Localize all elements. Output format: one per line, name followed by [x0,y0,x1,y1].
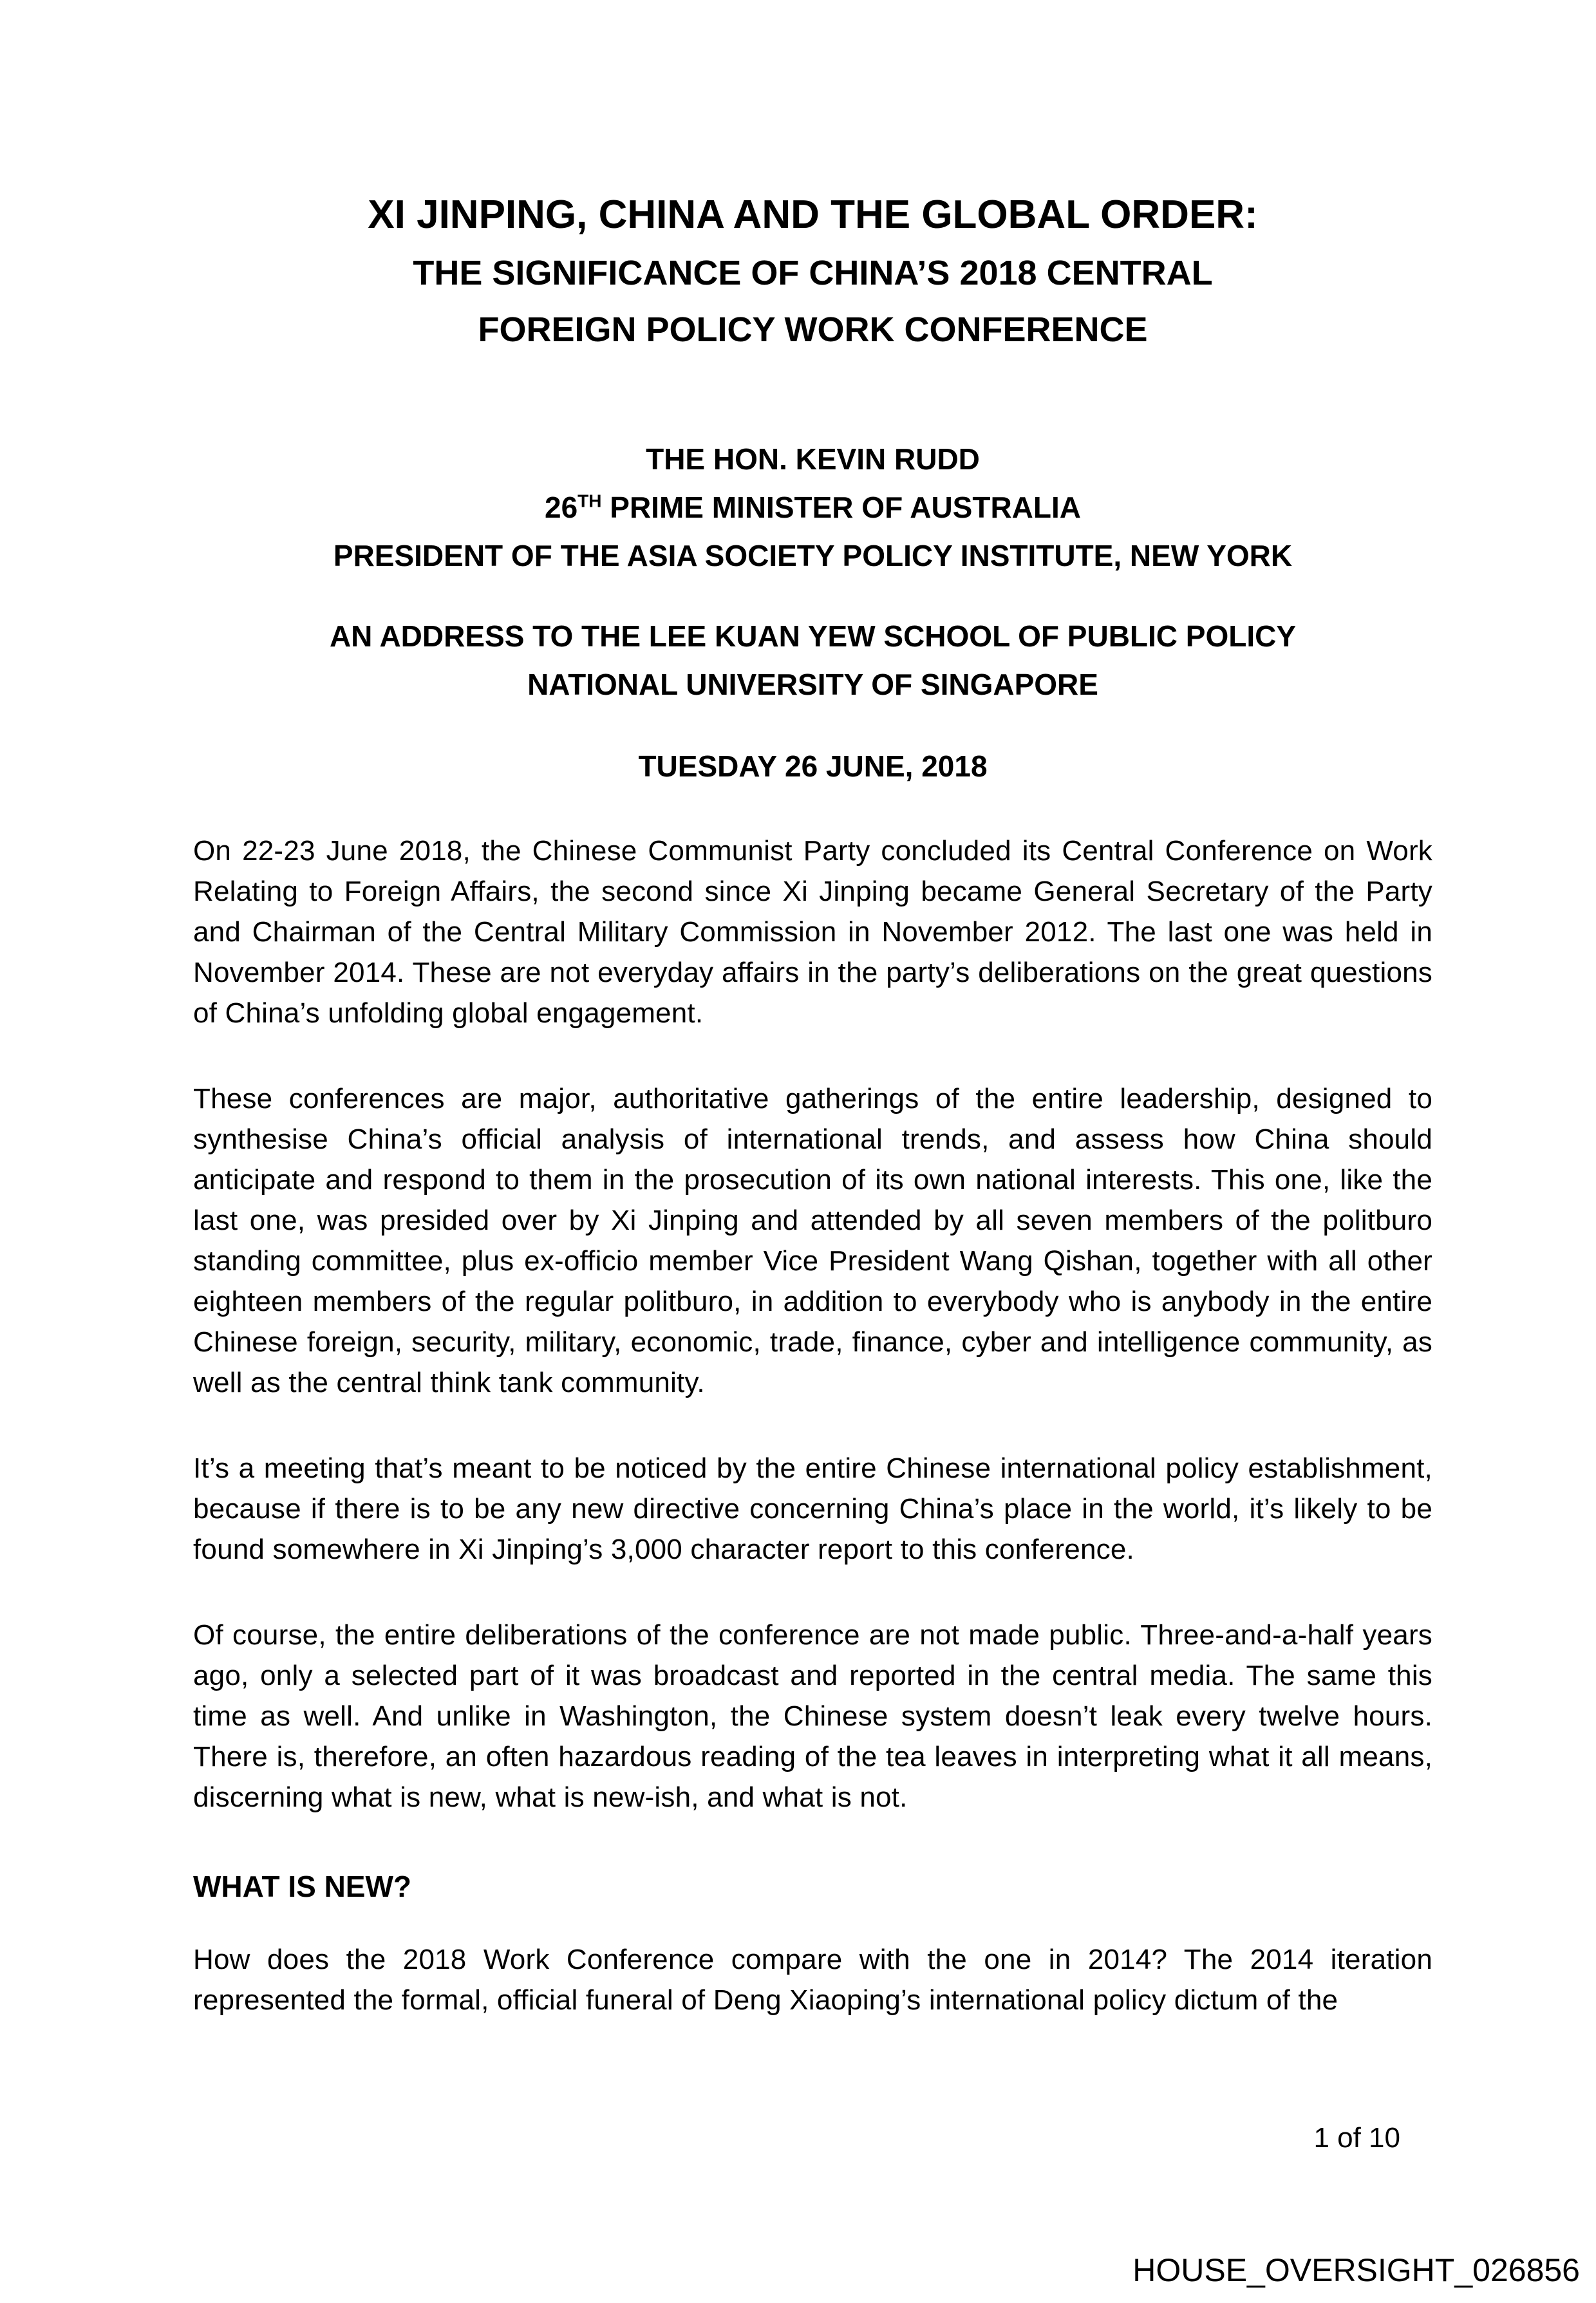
document-content [193,0,1432,2020]
speaker-role-number: 26 [544,491,578,524]
body-paragraph: How does the 2018 Work Conference compare with the one in 2014? The 2014 iteration represented the formal, official funeral of Deng Xiaoping’s international policy dictum of the [193,1944,1432,2016]
speaker-role-line2: PRESIDENT OF THE ASIA SOCIETY POLICY INSTITUTE, NEW YORK [333,539,1293,572]
body-paragraph: These conferences are major, authoritative gatherings of the entire leadership, designed to synthesise China’s official analysis of international trends, and assess how China should anticipate and respond to them in the prosecution of its own national interests. This one, like the last one, was presided over by Xi Jinping and attended by all seven members of the politburo standing committee, plus ex-officio member Vice President Wang Qishan, together with all other eighteen members of the regular politburo, in addition to everybody who is anybody in the entire Chinese foreign, security, military, economic, trade, finance, cyber and intelligence community, as well as the central think tank community. [193,1083,1432,1398]
speaker-role-rest: PRIME MINISTER OF AUSTRALIA [601,491,1081,524]
page-number: 1 of 10 [1313,2122,1400,2154]
title-line-2: THE SIGNIFICANCE OF CHINA’S 2018 CENTRAL [413,254,1213,292]
section-heading: WHAT IS NEW? [193,1870,411,1903]
body-paragraph: On 22-23 June 2018, the Chinese Communist Party concluded its Central Conference on Work Relating to Foreign Affairs, the second since Xi Jinping became General Secretary of the Party and Chairman of the Central Military Commission in November 2012. The last one was held in November 2014. These are not everyday affairs in the party’s deliberations on the great questions of China’s unfolding global engagement. [193,835,1432,1029]
date-line: TUESDAY 26 JUNE, 2018 [638,749,988,783]
body-paragraph: It’s a meeting that’s meant to be noticed by the entire Chinese international policy establishment, because if there is to be any new directive concerning China’s place in the world, it’s likely to be found somewhere in Xi Jinping’s 3,000 character report to this conference. [193,1452,1432,1565]
speaker-role-ordinal: TH [577,491,602,511]
speaker-role [193,484,1432,532]
body-paragraph: Of course, the entire deliberations of the conference are not made public. Three-and-a-half years ago, only a selected part of it was broadcast and reported in the central media. The same this time as well. And unlike in Washington, the Chinese system doesn’t leak every twelve hours. There is, therefore, an often hazardous reading of the tea leaves in interpreting what it all means, discerning what is new, what is new-ish, and what is not. [193,1619,1432,1813]
speaker-block [193,435,1432,580]
venue-block [193,612,1432,709]
venue-line-1: AN ADDRESS TO THE LEE KUAN YEW SCHOOL OF PUBLIC POLICY [329,619,1297,653]
bates-stamp: HOUSE_OVERSIGHT_026856 [1132,2252,1580,2288]
venue-line-2: NATIONAL UNIVERSITY OF SINGAPORE [527,668,1098,701]
document-title [193,0,1432,358]
title-line-1: XI JINPING, CHINA AND THE GLOBAL ORDER: [368,193,1258,237]
title-line-3: FOREIGN POLICY WORK CONFERENCE [478,310,1148,349]
speaker-name: THE HON. KEVIN RUDD [646,442,980,476]
